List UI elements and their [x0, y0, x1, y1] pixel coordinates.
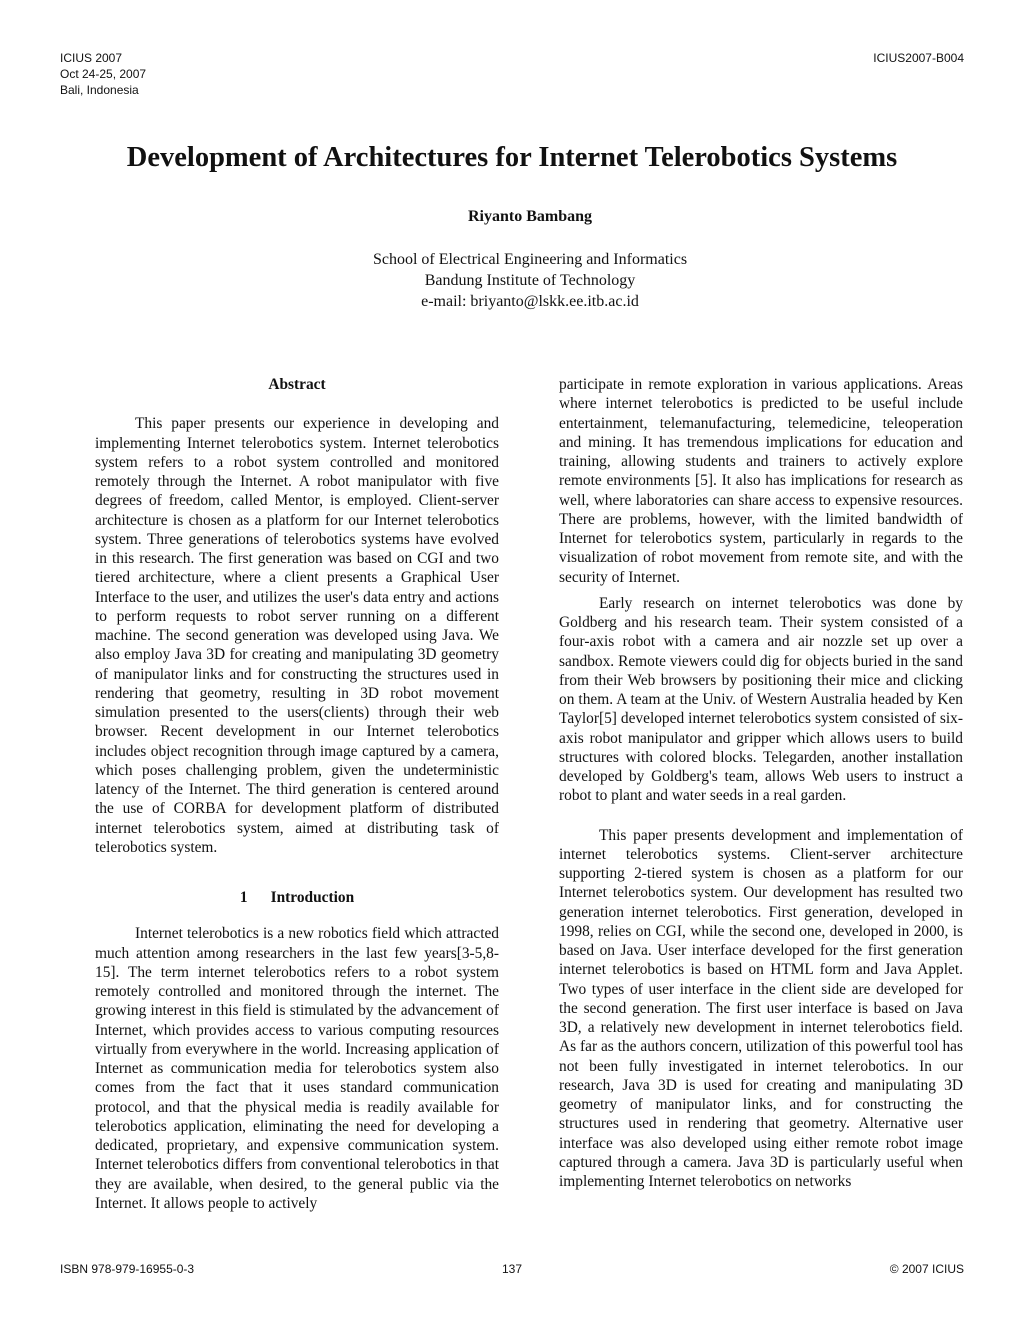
- introduction-heading: 1 Introduction: [239, 889, 355, 906]
- paragraph: This paper presents development and implementation of internet telerobotics systems. Client-server architecture supporting 2-tiered system is chosen as a platform for our Internet telerobotics system. Our development has resulted two generation internet telerobotics. First generation, developed in 1998, relies on CGI, while the second one, developed in 2000, is based on Java. User interface developed for the first generation internet telerobotics is based on HTML form and Java Applet. Two types of user interface in the client side are developed for the second generation. The first user interface is based on Java 3D, a relatively new development in internet telerobotics field. As far as the authors concern, utilization of this powerful tool has not been fully investigated in internet telerobotics. In our research, Java 3D is used for creating and manipulating 3D geometry of manipulator links, and for constructing the structures used in rendering that geometry. Alternative user interface was also developed using either remote robot image captured through a camera. Java 3D is particularly useful when implementing Internet telerobotics on networks: [559, 826, 963, 1190]
- author: Riyanto Bambang: [467, 208, 593, 225]
- abstract-heading: Abstract: [268, 376, 326, 393]
- conference-date: Oct 24-25, 2007: [60, 67, 147, 81]
- left-column: [95, 375, 499, 1213]
- right-column: [559, 375, 963, 1191]
- paper-id: ICIUS2007-B004: [873, 51, 964, 65]
- page-number: 137: [502, 1262, 523, 1276]
- conference-header: [60, 50, 146, 98]
- paper-title: Development of Architectures for Internet Telerobotics Systems: [126, 142, 898, 173]
- copyright: © 2007 ICIUS: [889, 1262, 964, 1276]
- affiliation-email: e-mail: briyanto@lskk.ee.itb.ac.id: [421, 293, 639, 310]
- affiliation-institute: Bandung Institute of Technology: [424, 272, 636, 289]
- conference-name: ICIUS 2007: [60, 51, 123, 65]
- isbn: ISBN 978-979-16955-0-3: [60, 1262, 195, 1276]
- conference-place: Bali, Indonesia: [60, 83, 139, 97]
- abstract-text: This paper presents our experience in developing and implementing Internet telerobotics system. Internet telerobotics system refers to a robot system controlled and monitored remotely through the Internet. A robot manipulator with five degrees of freedom, called Mentor, is employed. Client-server architecture is chosen as a platform for our Internet telerobotics system. Three generations of telerobotics systems have evolved in this research. The first generation was based on CGI and two tiered architecture, where a client presents a Graphical User Interface to the user, and utilizes the user's data entry and actions to perform requests to robot server running on a different machine. The second generation was developed using Java. We also employ Java 3D for creating and manipulating 3D geometry of manipulator links and for constructing the structures used in rendering that geometry, resulting in 3D robot movement simulation presented to the users(clients) through their web browser. Recent development in our Internet telerobotics includes object recognition through image captured by a camera, which poses challenging problem, given the undeterministic latency of the Internet. The third generation is centered around the use of CORBA for development platform of distributed internet telerobotics system, aimed at distributing task of telerobotics system.: [95, 415, 499, 856]
- paragraph: participate in remote exploration in various applications. Areas where internet telerobotics is predicted to be useful include entertainment, telemanufacturing, telemedicine, teleoperation and mining. It has tremendous implications for education and training, allowing students and trainers to actively explore remote environments [5]. It also has implications for research as well, where laboratories can share access to expensive resources. There are problems, however, with the limited bandwidth of Internet for telerobotics system, particularly in regards to the visualization of robot movement from remote site, and with the security of Internet.: [559, 376, 963, 586]
- affiliation-school: School of Electrical Engineering and Informatics: [372, 251, 688, 268]
- introduction-text: Internet telerobotics is a new robotics field which attracted much attention among researchers in the last few years[3-5,8-15]. The term internet telerobotics refers to a robot system remotely controlled and monitored through the internet. The growing interest in this field is stimulated by the advancement of Internet, which provides access to various computing resources virtually from everywhere in the world. Increasing application of Internet as communication media for telerobotics system also comes from the fact that it uses standard communication protocol, and that the physical media is readily available for telerobotics application, eliminating the need for developing a dedicated, proprietary, and expensive communication system. Internet telerobotics differs from conventional telerobotics in that they are available, when desired, to the general public via the Internet. It allows people to actively: [95, 925, 499, 1212]
- paragraph: Early research on internet telerobotics was done by Goldberg and his research team. Their system consisted of a four-axis robot with a camera and air nozzle set up over a sandbox. Remote viewers could dig for objects buried in the sand from their Web browsers by positioning their mice and clicking on them. A team at the Univ. of Western Australia headed by Ken Taylor[5] developed internet telerobotics system consisted of six-axis robot manipulator and gripper which allows users to build structures with colored blocks. Telegarden, another installation developed by Goldberg's team, allows Web users to instruct a robot to plant and water seeds in a real garden.: [559, 594, 963, 805]
- affiliation: [0, 249, 1024, 312]
